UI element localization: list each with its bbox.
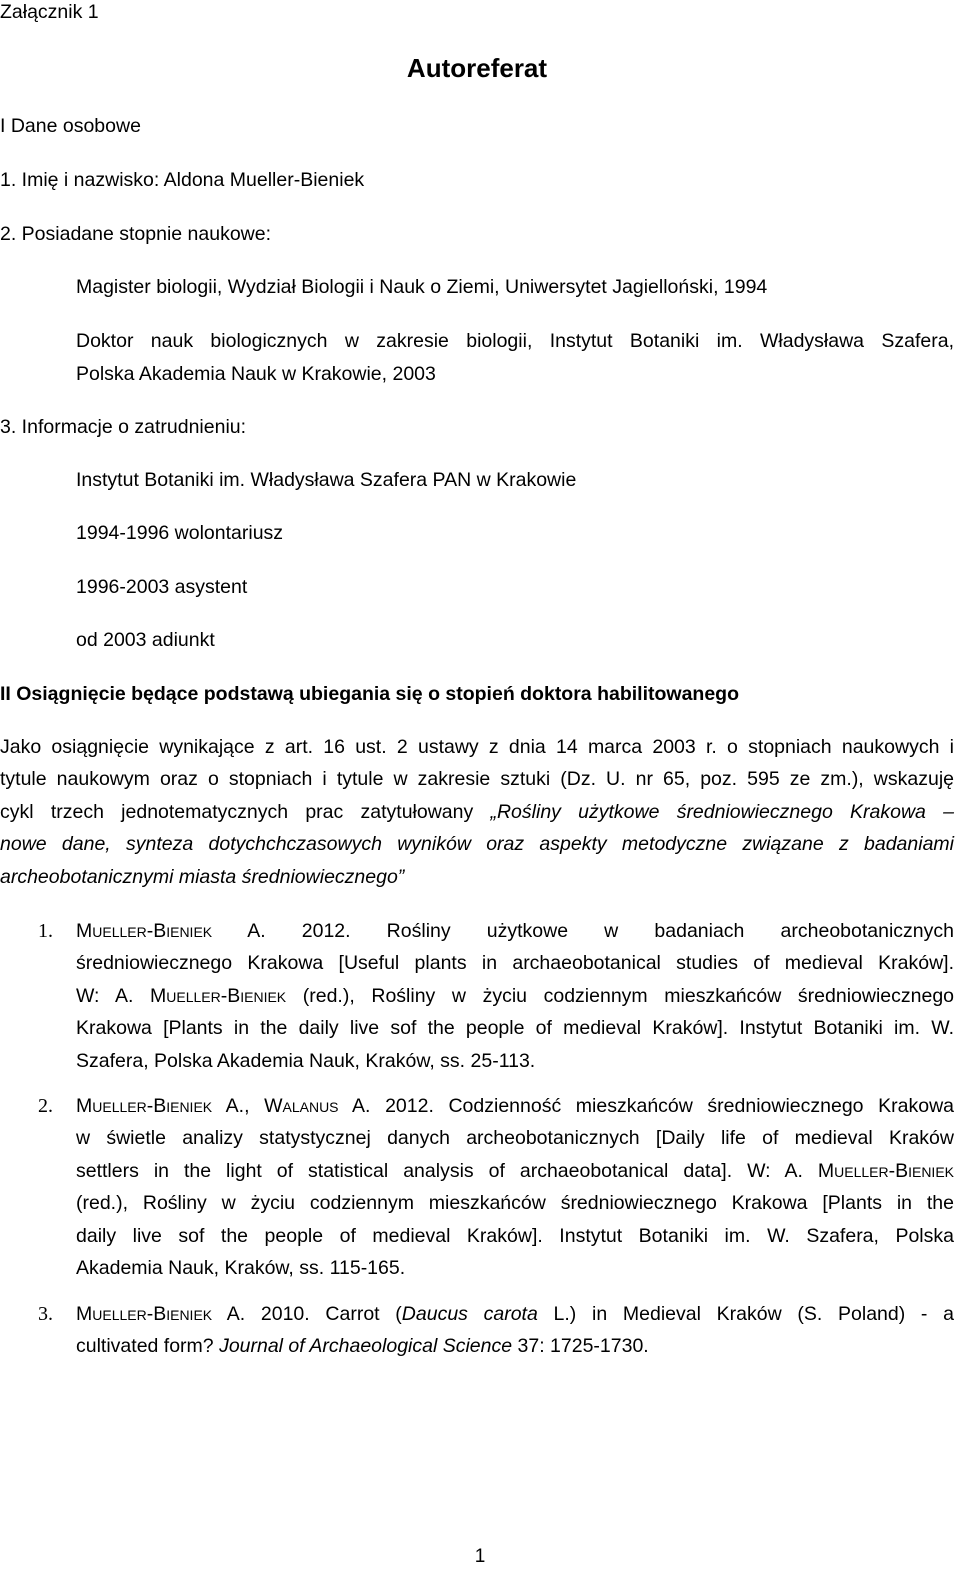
section-heading-personal-data: I Dane osobowe bbox=[0, 115, 141, 137]
degree-phd-line2: Polska Akademia Nauk w Krakowie, 2003 bbox=[76, 363, 436, 385]
intro-line-4: nowe dane, synteza dotychchczasowych wyników oraz aspekty metodyczne związane z badaniami bbox=[0, 833, 954, 856]
pub1-line-1: Mueller-Bieniek A. 2012. Rośliny użytkowe w badaniach archeobotanicznych bbox=[76, 920, 954, 942]
name-line: 1. Imię i nazwisko: Aldona Mueller-Bieniek bbox=[0, 169, 365, 191]
intro-line-1: Jako osiągnięcie wynikające z art. 16 ust. 2 ustawy z dnia 14 marca 2003 r. o stopniach naukowych i bbox=[0, 736, 954, 758]
pub2-line-5: daily live sof the people of medieval Kraków]. Instytut Botaniki im. W. Szafera, Polska bbox=[76, 1224, 954, 1247]
publication-text bbox=[76, 1298, 954, 1363]
publication-1 bbox=[0, 915, 960, 1085]
pub1-line-3: W: A. Mueller-Bieniek (red.), Rośliny w życiu codziennym mieszkańców średniowiecznego bbox=[76, 984, 955, 1007]
section-heading-achievement: II Osiągnięcie będące podstawą ubiegania się o stopień doktora habilitowanego bbox=[0, 683, 739, 705]
degrees-heading: 2. Posiadane stopnie naukowe: bbox=[0, 223, 272, 245]
publication-3 bbox=[0, 1298, 960, 1368]
pub1-line-5: Szafera, Polska Akademia Nauk, Kraków, ss. 25-113. bbox=[76, 1049, 536, 1072]
pub2-line-4: (red.), Rośliny w życiu codziennym mieszkańców średniowiecznego Krakowa [Plants in the bbox=[76, 1192, 954, 1215]
document-title: Autoreferat bbox=[406, 53, 548, 83]
degree-phd-line1: Doktor nauk biologicznych w zakresie biologii, Instytut Botaniki im. Władysława Szafera, bbox=[76, 330, 954, 352]
journal-name: Journal of Archaeological Science bbox=[219, 1335, 513, 1358]
position-1: 1994-1996 wolontariusz bbox=[76, 522, 284, 544]
pub1-line-2: średniowiecznego Krakowa [Useful plants in archaeobotanical studies of medieval Kraków]. bbox=[76, 952, 954, 975]
intro-line-3: cykl trzech jednotematycznych prac zatytułowany „Rośliny użytkowe średniowiecznego Krakowa – bbox=[0, 800, 954, 823]
position-3: od 2003 adiunkt bbox=[76, 629, 215, 651]
publication-number: 1. bbox=[38, 920, 53, 942]
pub2-line-2: w świetle analizy statystycznej danych archeobotanicznych [Daily life of medieval Kraków bbox=[76, 1127, 954, 1150]
publication-number: 3. bbox=[38, 1303, 53, 1325]
degree-master: Magister biologii, Wydział Biologii i Nauk o Ziemi, Uniwersytet Jagielloński, 1994 bbox=[76, 276, 768, 298]
publication-text bbox=[76, 1090, 954, 1284]
publication-number: 2. bbox=[38, 1095, 53, 1117]
attachment-label: Załącznik 1 bbox=[0, 1, 99, 23]
intro-line-2: tytule naukowym oraz o stopniach i tytule w zakresie sztuki (Dz. U. nr 65, poz. 595 ze zm.), wskazuję bbox=[0, 768, 954, 791]
series-title-start: „Rośliny użytkowe średniowiecznego Krakowa – bbox=[490, 800, 954, 823]
employer: Instytut Botaniki im. Władysława Szafera PAN w Krakowie bbox=[76, 469, 577, 491]
position-2: 1996-2003 asystent bbox=[76, 576, 248, 598]
page-number: 1 bbox=[474, 1546, 486, 1567]
employment-heading: 3. Informacje o zatrudnieniu: bbox=[0, 416, 247, 438]
publication-2 bbox=[0, 1090, 960, 1290]
pub1-line-4: Krakowa [Plants in the daily live sof the people of medieval Kraków]. Instytut Botaniki im. W. bbox=[76, 1017, 954, 1040]
achievement-intro bbox=[0, 731, 954, 893]
pub3-line-2: cultivated form? Journal of Archaeological Science 37: 1725-1730. bbox=[76, 1335, 649, 1358]
intro-line-5: archeobotanicznymi miasta średniowiecznego” bbox=[0, 865, 405, 888]
pub2-line-3: settlers in the light of statistical analysis of archaeobotanical data]. W: A. Mueller-Bieniek bbox=[76, 1159, 954, 1182]
pub2-line-1: Mueller-Bieniek A., Walanus A. 2012. Codzienność mieszkańców średniowiecznego Krakowa bbox=[76, 1095, 954, 1117]
pub2-line-6: Akademia Nauk, Kraków, ss. 115-165. bbox=[76, 1256, 406, 1279]
pub3-line-1: Mueller-Bieniek A. 2010. Carrot (Daucus carota L.) in Medieval Kraków (S. Poland) - a bbox=[76, 1303, 954, 1325]
publication-text bbox=[76, 915, 954, 1077]
